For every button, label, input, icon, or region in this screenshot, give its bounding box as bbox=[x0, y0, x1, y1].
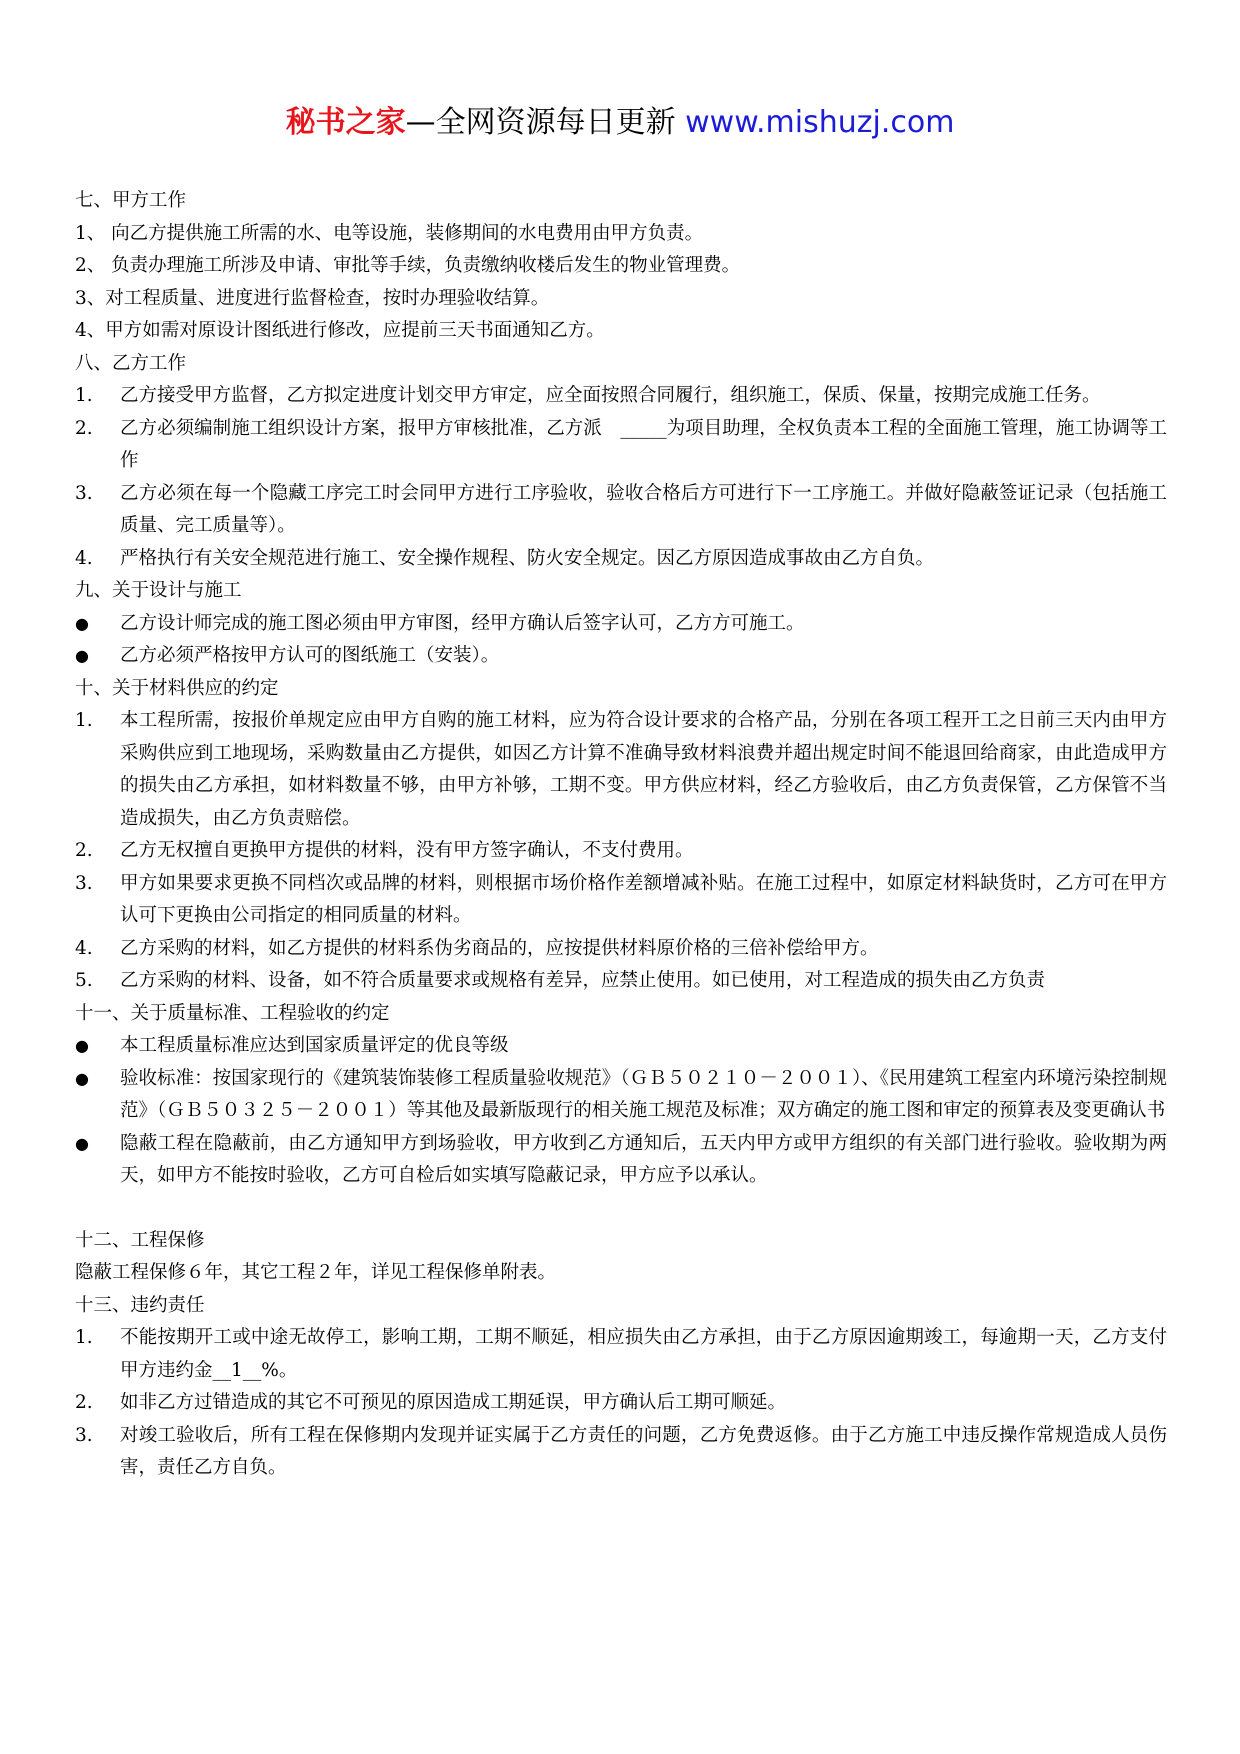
list-number: 1. bbox=[75, 1327, 93, 1348]
list-item-text: 如非乙方过错造成的其它不可预见的原因造成工期延误，甲方确认后工期可顺延。 bbox=[120, 1392, 787, 1413]
banner-brand: 秘书之家 bbox=[285, 105, 406, 140]
list-item-text: 乙方采购的材料、设备，如不符合质量要求或规格有差异，应禁止使用。如已使用，对工程造成的损失由乙方负责 bbox=[120, 970, 1046, 991]
section-11-item-2 bbox=[75, 1063, 1167, 1128]
list-item-text: 甲方如果要求更换不同档次或品牌的材料，则根据市场价格作差额增减补贴。在施工过程中，如原定材料缺货时，乙方可在甲方认可下更换由公司指定的相同质量的材料。 bbox=[120, 872, 1167, 926]
section-7-item-4: 4、甲方如需对原设计图纸进行修改，应提前三天书面通知乙方。 bbox=[75, 320, 605, 341]
section-13-item-1 bbox=[75, 1322, 1167, 1387]
section-10-item-3 bbox=[75, 868, 1167, 933]
section-10-item-2 bbox=[75, 835, 1167, 868]
section-10-item-1 bbox=[75, 705, 1167, 835]
list-item-text: 严格执行有关安全规范进行施工、安全操作规程、防火安全规定。因乙方原因造成事故由乙方自负。 bbox=[120, 547, 935, 569]
list-number: 3. bbox=[75, 1424, 93, 1446]
list-number: 2. bbox=[75, 840, 93, 861]
section-13-item-2 bbox=[75, 1387, 1167, 1420]
section-12-body: 隐蔽工程保修６年，其它工程２年，详见工程保修单附表。 bbox=[75, 1262, 557, 1283]
list-item-text: 乙方必须在每一个隐藏工序完工时会同甲方进行工序验收，验收合格后方可进行下一工序施工。并做好隐蔽签证记录（包括施工质量、完工质量等）。 bbox=[120, 482, 1167, 536]
list-item-text: 本工程所需，按报价单规定应由甲方自购的施工材料，应为符合设计要求的合格产品，分别在各项工程开工之日前三天内由甲方采购供应到工地现场，采购数量由乙方提供，如因乙方计算不准确导致材料浪费并超出规定时间不能退回给商家，由此造成甲方的损失由乙方承担，如材料数量不够，由甲方补够，工期不变。甲方供应材料，经乙方验收后，由乙方负责保管，乙方保管不当造成损失，由乙方负责赔偿。 bbox=[120, 710, 1167, 829]
section-heading-12: 十二、工程保修 bbox=[75, 1229, 205, 1251]
header-banner bbox=[0, 103, 1240, 143]
list-number: 1. bbox=[75, 385, 93, 406]
section-11-item-3 bbox=[75, 1128, 1167, 1193]
list-number: 3. bbox=[75, 872, 93, 894]
section-10-item-4 bbox=[75, 933, 1167, 966]
list-item-text: 对竣工验收后，所有工程在保修期内发现并证实属于乙方责任的问题，乙方免费返修。由于乙方施工中违反操作常规造成人员伤害，责任乙方自负。 bbox=[120, 1424, 1167, 1478]
bullet-icon: ● bbox=[75, 1133, 89, 1153]
list-item-text: 乙方无权擅自更换甲方提供的材料，没有甲方签字确认，不支付费用。 bbox=[120, 840, 694, 861]
list-number: 2. bbox=[75, 417, 93, 439]
section-10-item-5 bbox=[75, 965, 1167, 998]
section-13-item-3 bbox=[75, 1420, 1167, 1485]
list-item-text: 乙方设计师完成的施工图必须由甲方审图，经甲方确认后签字认可，乙方方可施工。 bbox=[120, 612, 805, 634]
section-8-item-3 bbox=[75, 478, 1167, 543]
list-item-text: 乙方必须严格按甲方认可的图纸施工（安装）。 bbox=[120, 645, 500, 666]
list-number: 3. bbox=[75, 482, 93, 504]
bullet-icon: ● bbox=[75, 646, 89, 665]
list-item-text: 隐蔽工程在隐蔽前，由乙方通知甲方到场验收，甲方收到乙方通知后，五天内甲方或甲方组织的有关部门进行验收。验收期为两天，如甲方不能按时验收，乙方可自检后如实填写隐蔽记录，甲方应予以承认。 bbox=[120, 1132, 1167, 1186]
bullet-icon: ● bbox=[75, 1068, 89, 1088]
banner-slogan: —全网资源每日更新 bbox=[405, 105, 676, 140]
list-item-text: 本工程质量标准应达到国家质量评定的优良等级 bbox=[120, 1035, 509, 1056]
bullet-icon: ● bbox=[75, 1036, 89, 1055]
document-body bbox=[75, 185, 1167, 1485]
list-number: 2. bbox=[75, 1392, 93, 1413]
section-11-item-1 bbox=[75, 1030, 1167, 1063]
banner-url[interactable]: www.mishuzj.com bbox=[685, 105, 955, 140]
section-9-item-2 bbox=[75, 640, 1167, 673]
section-spacer bbox=[75, 1193, 1167, 1225]
section-7-item-2: 2、 负责办理施工所涉及申请、审批等手续，负责缴纳收楼后发生的物业管理费。 bbox=[75, 255, 741, 276]
list-item-text: 乙方必须编制施工组织设计方案，报甲方审核批准，乙方派 _____为项目助理，全权负责本工程的全面施工管理，施工协调等工作 bbox=[120, 417, 1167, 471]
section-heading-10: 十、关于材料供应的约定 bbox=[75, 677, 279, 699]
bullet-icon: ● bbox=[75, 613, 89, 633]
section-7-item-1: 1、 向乙方提供施工所需的水、电等设施，装修期间的水电费用由甲方负责。 bbox=[75, 222, 704, 244]
section-heading-7: 七、甲方工作 bbox=[75, 190, 187, 211]
list-number: 4. bbox=[75, 937, 93, 959]
section-9-item-1 bbox=[75, 608, 1167, 641]
list-item-text: 乙方采购的材料，如乙方提供的材料系伪劣商品的，应按提供材料原价格的三倍补偿给甲方。 bbox=[120, 937, 879, 959]
list-number: 4. bbox=[75, 547, 93, 569]
list-number: 1. bbox=[75, 710, 93, 731]
section-heading-9: 九、关于设计与施工 bbox=[75, 580, 242, 601]
list-number: 5. bbox=[75, 970, 93, 991]
section-heading-8: 八、乙方工作 bbox=[75, 352, 187, 374]
section-7-item-3: 3、对工程质量、进度进行监督检查，按时办理验收结算。 bbox=[75, 287, 550, 309]
section-heading-13: 十三、违约责任 bbox=[75, 1294, 205, 1316]
section-8-item-4 bbox=[75, 543, 1167, 576]
section-8-item-2 bbox=[75, 413, 1167, 478]
section-8-item-1 bbox=[75, 380, 1167, 413]
list-item-text: 乙方接受甲方监督，乙方拟定进度计划交甲方审定，应全面按照合同履行，组织施工，保质、保量，按期完成施工任务。 bbox=[120, 385, 1101, 406]
list-item-text: 验收标准：按国家现行的《建筑装饰装修工程质量验收规范》（ＧＢ５０２１０－２００１）、《民用建筑工程室内环境污染控制规范》（ＧＢ５０３２５－２００１）等其他及最新版现行的相关施工规范及标准；双方确定的施工图和审定的预算表及变更确认书 bbox=[120, 1067, 1167, 1121]
list-item-text: 不能按期开工或中途无故停工，影响工期，工期不顺延，相应损失由乙方承担，由于乙方原因逾期竣工，每逾期一天，乙方支付甲方违约金__1__%。 bbox=[120, 1327, 1167, 1381]
section-heading-11: 十一、关于质量标准、工程验收的约定 bbox=[75, 1002, 390, 1024]
